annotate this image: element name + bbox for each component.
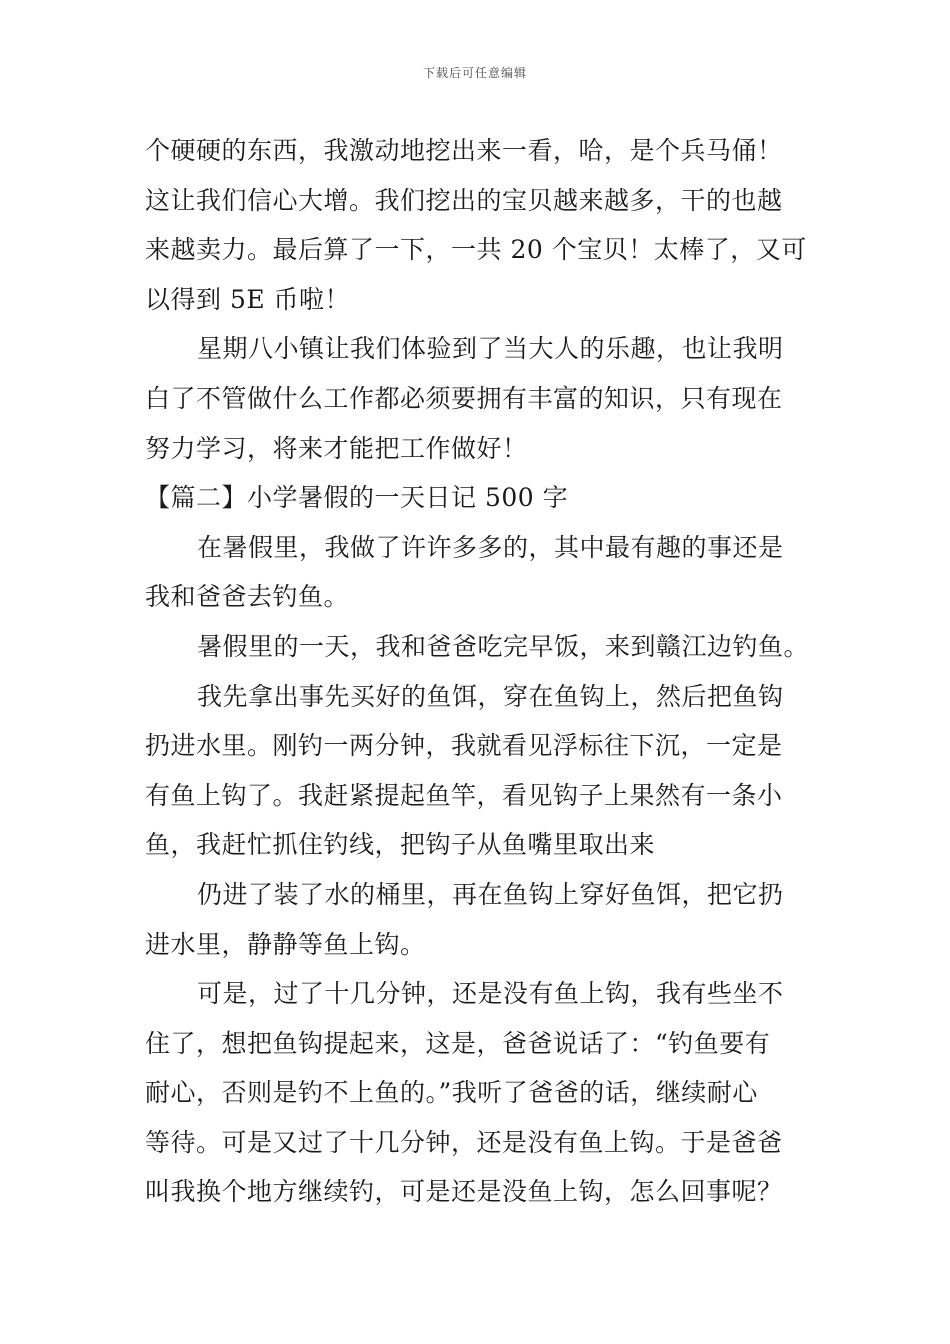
text-line: 来越卖力。最后算了一下，一共 20 个宝贝！太棒了，又可 [145,235,807,265]
text-line: 白了不管做什么工作都必须要拥有丰富的知识，只有现在 [145,383,783,413]
text-line: 以得到 5E 币啦！ [145,284,351,314]
text-line: 扔进水里。刚钓一两分钟，我就看见浮标往下沉，一定是 [145,731,783,761]
text-line: 耐心，否则是钓不上鱼的。”我听了爸爸的话，继续耐心 [145,1078,758,1108]
text-line: 叫我换个地方继续钓，可是还是没鱼上钩，怎么回事呢？ [145,1177,783,1207]
text-line: 住了，想把鱼钩提起来，这是，爸爸说话了：“钓鱼要有 [145,1028,771,1058]
text-line: 可是，过了十几分钟，还是没有鱼上钩，我有些坐不 [197,979,784,1009]
text-line: 我先拿出事先买好的鱼饵，穿在鱼钩上，然后把鱼钩 [197,681,784,711]
text-line: 星期八小镇让我们体验到了当大人的乐趣，也让我明 [197,334,784,364]
text-line: 鱼，我赶忙抓住钓线，把钩子从鱼嘴里取出来 [145,830,656,860]
text-line: 个硬硬的东西，我激动地挖出来一看，哈，是个兵马俑！ [145,136,783,165]
page-header: 下载后可任意编辑 [422,66,527,80]
text-line: 这让我们信心大增。我们挖出的宝贝越来越多，干的也越 [145,185,783,215]
text-line: 有鱼上钩了。我赶紧提起鱼竿，看见钩子上果然有一条小 [145,780,783,810]
text-line: 进水里，静静等鱼上钩。 [145,929,426,959]
text-line: 努力学习，将来才能把工作做好！ [145,433,528,463]
section-heading: 【篇二】小学暑假的一天日记 500 字 [145,483,569,513]
text-line: 我和爸爸去钓鱼。 [145,582,350,612]
text-line: 等待。可是又过了十几分钟，还是没有鱼上钩。于是爸爸 [145,1127,783,1157]
text-line: 在暑假里，我做了许许多多的，其中最有趣的事还是 [197,532,784,562]
body-text [145,126,810,1217]
text-line: 暑假里的一天，我和爸爸吃完早饭，来到赣江边钓鱼。 [197,631,810,661]
text-line: 仍进了装了水的桶里，再在鱼钩上穿好鱼饵，把它扔 [197,879,784,909]
